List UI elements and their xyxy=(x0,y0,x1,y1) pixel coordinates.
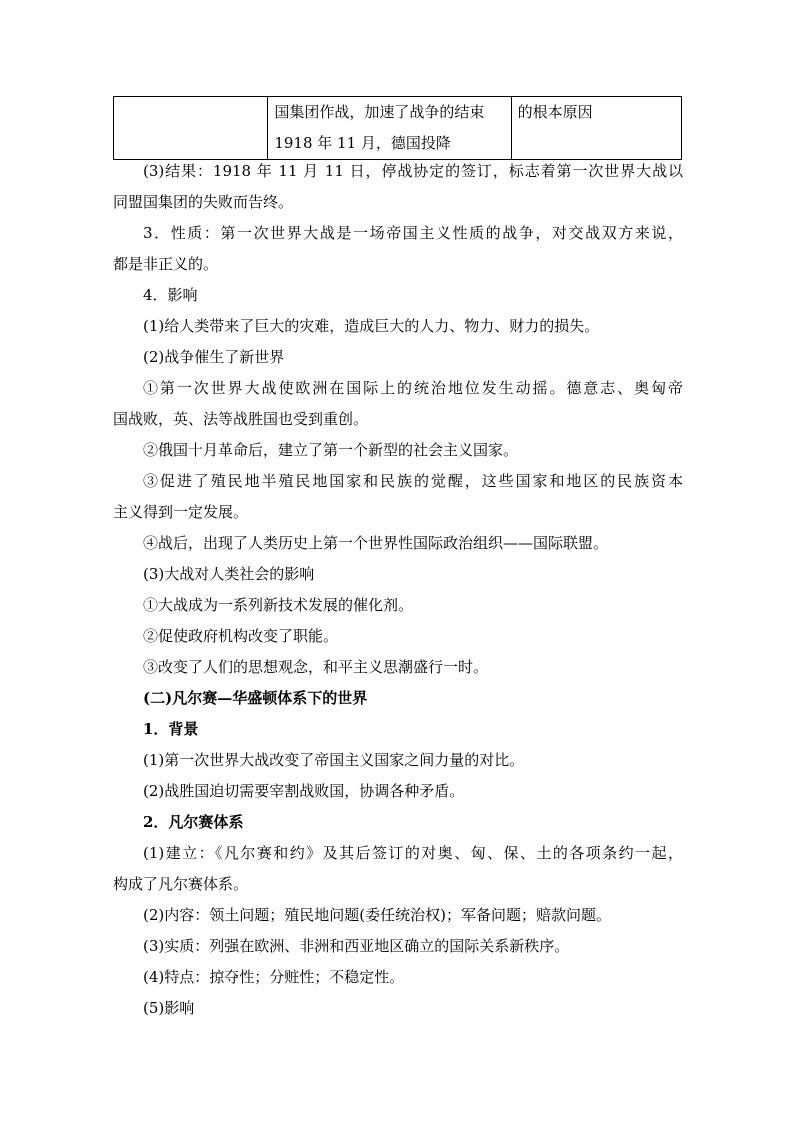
text-line: (1)第一次世界大战改变了帝国主义国家之间力量的对比。 xyxy=(143,751,525,769)
table-cell-1 xyxy=(114,97,268,160)
text-line: (3)结果：1918 年 11 月 11 日，停战协定的签订，标志着第一次世界大战以 xyxy=(143,162,683,180)
section-heading: (二)凡尔赛—华盛顿体系下的世界 xyxy=(143,689,368,707)
text-line: 4．影响 xyxy=(143,286,198,304)
text-line: ①第一次世界大战使欧洲在国际上的统治地位发生动摇。德意志、奥匈帝 xyxy=(143,379,683,397)
text-line: 主义得到一定发展。 xyxy=(113,503,249,521)
text-line: 构成了凡尔赛体系。 xyxy=(113,875,249,893)
table-cell-2-line-1: 国集团作战，加速了战争的结束 xyxy=(274,103,485,121)
text-line: 3．性质：第一次世界大战是一场帝国主义性质的战争，对交战双方来说， xyxy=(143,224,683,242)
text-line: ③促进了殖民地半殖民地国家和民族的觉醒，这些国家和地区的民族资本 xyxy=(143,472,683,490)
text-line: ④战后，出现了人类历史上第一个世界性国际政治组织——国际联盟。 xyxy=(143,534,609,552)
text-line: (1)给人类带来了巨大的灾难，造成巨大的人力、物力、财力的损失。 xyxy=(143,317,600,335)
text-line: 同盟国集团的失败而告终。 xyxy=(113,193,294,211)
text-line: (3)实质：列强在欧洲、非洲和西亚地区确立的国际关系新秩序。 xyxy=(143,937,570,955)
text-line: 都是非正义的。 xyxy=(113,255,219,273)
body-text xyxy=(113,156,683,1024)
text-line: 国战败，英、法等战胜国也受到重创。 xyxy=(113,410,369,428)
text-line: (1)建立：《凡尔赛和约》及其后签订的对奥、匈、保、土的各项条约一起， xyxy=(143,844,683,862)
table-cell-3: 的根本原因 xyxy=(511,97,681,160)
text-line: ②促使政府机构改变了职能。 xyxy=(143,627,339,645)
text-line: ②俄国十月革命后，建立了第一个新型的社会主义国家。 xyxy=(143,441,519,459)
table-cell-2 xyxy=(268,97,511,160)
text-line: (3)大战对人类社会的影响 xyxy=(143,565,315,583)
text-line: (5)影响 xyxy=(143,999,195,1017)
text-line: (4)特点：掠夺性；分赃性；不稳定性。 xyxy=(143,968,405,986)
table-row xyxy=(114,97,682,160)
text-line: (2)战胜国迫切需要宰割战败国，协调各种矛盾。 xyxy=(143,782,465,800)
section-heading: 2．凡尔赛体系 xyxy=(143,813,244,831)
text-line: (2)战争催生了新世界 xyxy=(143,348,285,366)
table-cell-2-line-2: 1918 年 11 月，德国投降 xyxy=(274,134,451,152)
section-heading: 1．背景 xyxy=(143,720,199,738)
text-line: (2)内容：领土问题；殖民地问题(委任统治权)；军备问题；赔款问题。 xyxy=(143,906,611,924)
text-line: ③改变了人们的思想观念，和平主义思潮盛行一时。 xyxy=(143,658,489,676)
continuation-table xyxy=(113,96,682,160)
text-line: ①大战成为一系列新技术发展的催化剂。 xyxy=(143,596,414,614)
